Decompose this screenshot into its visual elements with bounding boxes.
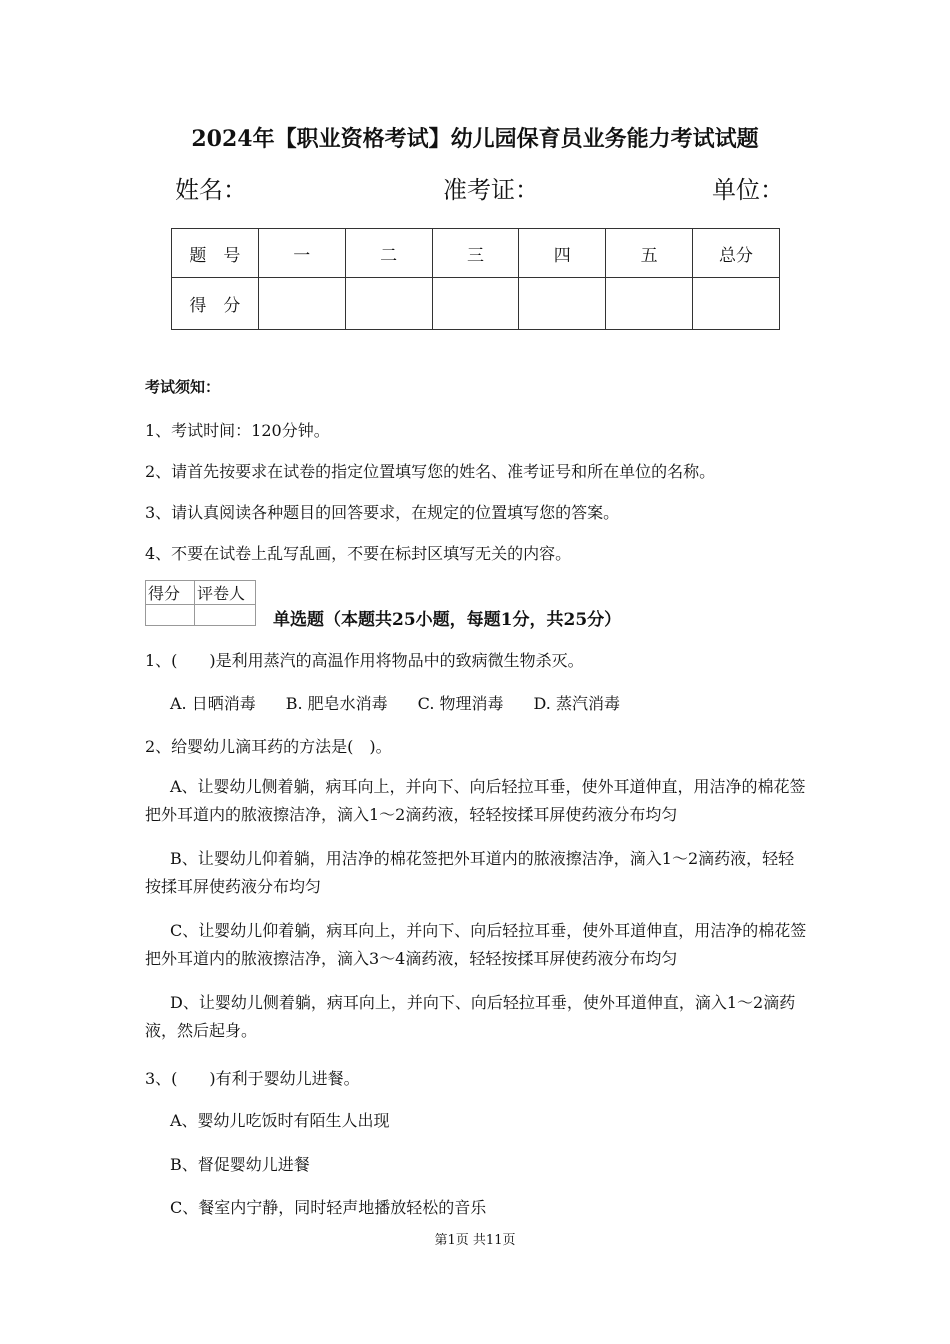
score-cell-5 bbox=[606, 278, 693, 330]
score-table-score-row bbox=[172, 278, 780, 330]
question-3-option-a: A、婴幼儿吃饭时有陌生人出现 bbox=[170, 1111, 390, 1130]
unit-field-label: 单位： bbox=[712, 176, 784, 204]
grader-reviewer-label: 评卷人 bbox=[195, 581, 256, 605]
notice-item: 3、请认真阅读各种题目的回答要求，在规定的位置填写您的答案。 bbox=[145, 503, 620, 522]
question-2-stem: 2、给婴幼儿滴耳药的方法是( )。 bbox=[145, 737, 392, 756]
option-c: C. 物理消毒 bbox=[417, 694, 504, 713]
option-d: D. 蒸汽消毒 bbox=[533, 694, 620, 713]
grader-table bbox=[145, 580, 256, 626]
notice-item: 4、不要在试卷上乱写乱画，不要在标封区填写无关的内容。 bbox=[145, 544, 572, 563]
header-cell-2: 二 bbox=[345, 229, 432, 278]
question-3-option-c: C、餐室内宁静，同时轻声地播放轻松的音乐 bbox=[170, 1198, 487, 1217]
question-1-stem: 1、( )是利用蒸汽的高温作用将物品中的致病微生物杀灭。 bbox=[145, 651, 584, 670]
option-a: A. 日晒消毒 bbox=[170, 694, 256, 713]
question-3-option-b: B、督促婴幼儿进餐 bbox=[170, 1155, 310, 1174]
score-cell-total bbox=[693, 278, 780, 330]
grader-reviewer-cell bbox=[195, 605, 256, 626]
question-2-option-a: A、让婴幼儿侧着躺，病耳向上，并向下、向后轻拉耳垂，使外耳道伸直，用洁净的棉花签把外耳道内的脓液擦洁净，滴入1～2滴药液，轻轻按揉耳屏使药液分布均匀 bbox=[145, 777, 806, 824]
question-2-option-c: C、让婴幼儿仰着躺，病耳向上，并向下、向后轻拉耳垂，使外耳道伸直，用洁净的棉花签把外耳道内的脓液擦洁净，滴入3～4滴药液，轻轻按揉耳屏使药液分布均匀 bbox=[145, 921, 807, 968]
question-1-options bbox=[170, 691, 620, 714]
score-row-label: 得 分 bbox=[172, 278, 259, 330]
grader-score-cell bbox=[146, 605, 195, 626]
question-2-option-d: D、让婴幼儿侧着躺，病耳向上，并向下、向后轻拉耳垂，使外耳道伸直，滴入1～2滴药液，然后起身。 bbox=[145, 993, 796, 1040]
score-table bbox=[171, 228, 780, 330]
exam-title: 2024年【职业资格考试】幼儿园保育员业务能力考试试题 bbox=[191, 126, 759, 152]
question-2-option-b: B、让婴幼儿仰着躺，用洁净的棉花签把外耳道内的脓液擦洁净，滴入1～2滴药液，轻轻按揉耳屏使药液分布均匀 bbox=[145, 849, 795, 896]
notice-heading: 考试须知： bbox=[145, 378, 221, 396]
notice-item: 2、请首先按要求在试卷的指定位置填写您的姓名、准考证号和所在单位的名称。 bbox=[145, 462, 716, 481]
score-cell-1 bbox=[258, 278, 345, 330]
header-cell-1: 一 bbox=[258, 229, 345, 278]
header-cell-total: 总分 bbox=[693, 229, 780, 278]
section-title: 单选题（本题共25小题，每题1分，共25分） bbox=[273, 610, 622, 630]
header-cell-question-number: 题 号 bbox=[172, 229, 259, 278]
question-3-stem: 3、( )有利于婴幼儿进餐。 bbox=[145, 1069, 360, 1088]
header-cell-3: 三 bbox=[432, 229, 519, 278]
option-b: B. 肥皂水消毒 bbox=[285, 694, 388, 713]
grader-score-label: 得分 bbox=[146, 581, 195, 605]
exam-id-field-label: 准考证： bbox=[443, 176, 539, 204]
notice-item: 1、考试时间：120分钟。 bbox=[145, 421, 330, 440]
score-table-header-row bbox=[172, 229, 780, 278]
score-cell-4 bbox=[519, 278, 606, 330]
grader-header-row bbox=[146, 581, 256, 605]
score-cell-2 bbox=[345, 278, 432, 330]
score-cell-3 bbox=[432, 278, 519, 330]
grader-blank-row bbox=[146, 605, 256, 626]
header-cell-4: 四 bbox=[519, 229, 606, 278]
name-field-label: 姓名： bbox=[175, 176, 247, 204]
page-footer: 第1页 共11页 bbox=[434, 1233, 516, 1248]
header-cell-5: 五 bbox=[606, 229, 693, 278]
